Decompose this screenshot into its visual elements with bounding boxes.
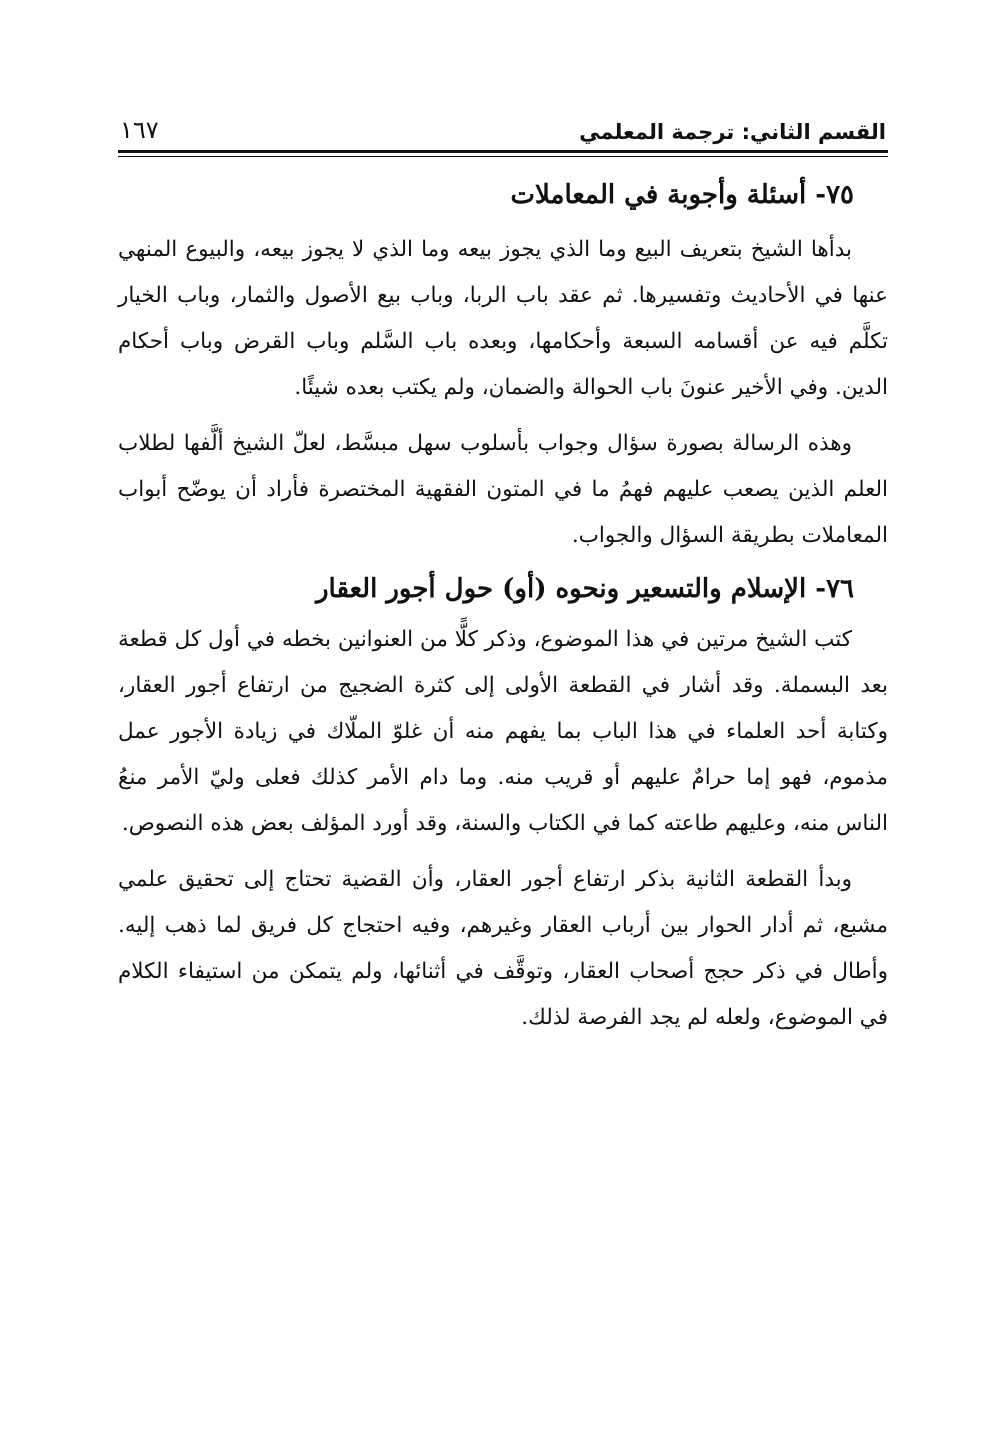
paragraph: وهذه الرسالة بصورة سؤال وجواب بأسلوب سهل مبسَّط، لعلّ الشيخ ألَّفها لطلاب العلم الذين يصعب عليهم فهمُ ما في المتون الفقهية المختصرة فأراد أن يوضّح أبواب المعاملات بطريقة السؤال والجواب. xyxy=(118,431,888,548)
section-76 xyxy=(118,569,888,1041)
section-heading: ٧٦- الإسلام والتسعير ونحوه (أو) حول أجور العقار xyxy=(315,574,854,604)
paragraph: بدأها الشيخ بتعريف البيع وما الذي يجوز بيعه وما الذي لا يجوز بيعه، والبيوع المنهي عنها في الأحاديث وتفسيرها. ثم عقد باب الربا، وباب بيع الأصول والثمار، وباب الخيار تكلَّم فيه عن أقسامه السبعة وأحكامها، وبعده باب السَّلم وباب القرض وباب أحكام الدين. وفي الأخير عنونَ باب الحوالة والضمان، ولم يكتب بعده شيئًا. xyxy=(118,237,888,400)
section-heading: ٧٥- أسئلة وأجوبة في المعاملات xyxy=(510,180,854,210)
page-number: ١٦٧ xyxy=(120,116,159,144)
running-header xyxy=(118,104,888,144)
section-75 xyxy=(118,175,888,559)
running-title: القسم الثاني: ترجمة المعلمي xyxy=(579,120,886,144)
paragraph: كتب الشيخ مرتين في هذا الموضوع، وذكر كلًّا من العنوانين بخطه في أول كل قطعة بعد البسملة. وقد أشار في القطعة الأولى إلى كثرة الضجيج من ارتفاع أجور العقار، وكتابة أحد العلماء في هذا الباب بما يفهم منه أن غلوّ الملّاك في زيادة الأجور عمل مذموم، فهو إما حرامٌ عليهم أو قريب منه. وما دام الأمر كذلك فعلى وليّ الأمر منعُ الناس منه، وعليهم طاعته كما في الكتاب والسنة، وقد أورد المؤلف بعض هذه النصوص. xyxy=(118,627,888,836)
header-rule xyxy=(118,150,888,157)
book-page xyxy=(118,104,888,1051)
paragraph: وبدأ القطعة الثانية بذكر ارتفاع أجور العقار، وأن القضية تحتاج إلى تحقيق علمي مشبع، ثم أدار الحوار بين أرباب العقار وغيرهم، وفيه احتجاج كل فريق لما ذهب إليه. وأطال في ذكر حجج أصحاب العقار، وتوقَّف في أثنائها، ولم يتمكن من استيفاء الكلام في الموضوع، ولعله لم يجد الفرصة لذلك. xyxy=(118,867,888,1030)
